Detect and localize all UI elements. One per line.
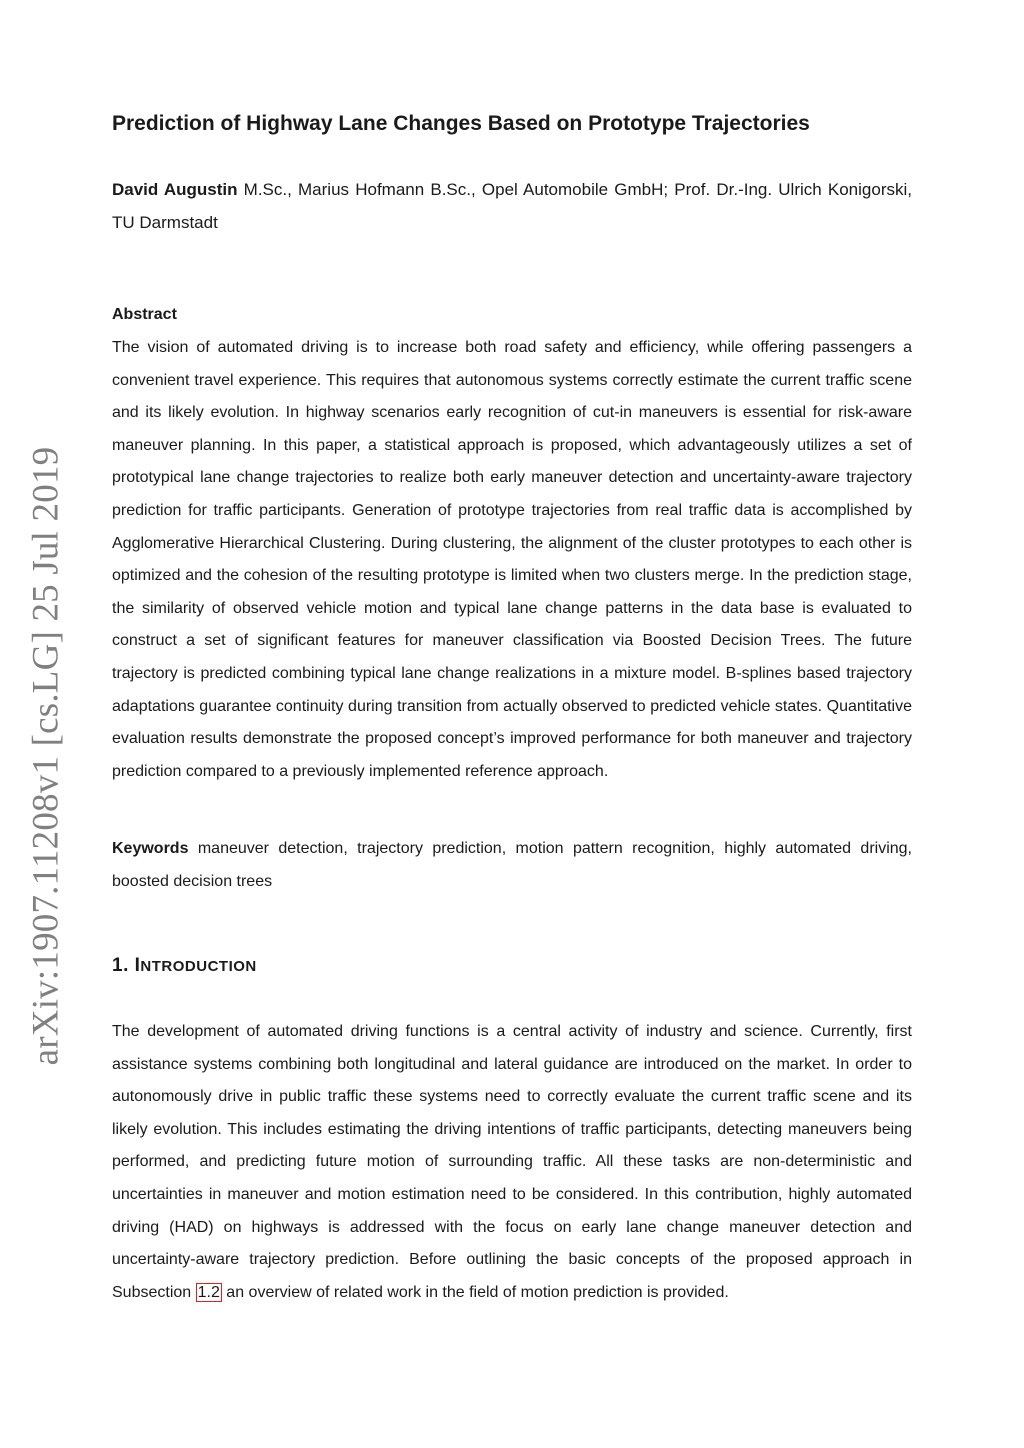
- intro-text-main: The development of automated driving functions is a central activity of industry and science. Currently, first assistance systems combining both longitudinal and lateral guidance are introduced on the market. In order to autonomously drive in public traffic these systems need to correctly evaluate the current traffic scene and its likely evolution. This includes estimating the driving intentions of traffic participants, detecting maneuvers being performed, and predicting future motion of surrounding traffic. All these tasks are non-deterministic and uncertainties in maneuver and motion estimation need to be considered. In this contribution, highly automated driving (HAD) on highways is addressed with the focus on early lane change maneuver detection and uncertainty-aware trajectory prediction. Before outlining the basic concepts of the proposed approach in Subsection: [112, 1023, 912, 1301]
- introduction-text: [112, 1016, 912, 1309]
- intro-text-tail: an overview of related work in the field of motion prediction is provided.: [221, 1283, 729, 1301]
- arxiv-identifier: arXiv:1907.11208v1 [cs.LG] 25 Jul 2019: [25, 446, 67, 1066]
- subsection-reference-link[interactable]: 1.2: [197, 1283, 220, 1301]
- keywords: [112, 833, 912, 898]
- abstract-heading: Abstract: [112, 306, 177, 323]
- section-title-rest: NTRODUCTION: [140, 958, 257, 975]
- lead-author: David Augustin: [112, 180, 238, 199]
- author-affiliations: M.Sc., Marius Hofmann B.Sc., Opel Automobile GmbH; Prof. Dr.-Ing. Ulrich Konigorski, TU Darmstadt: [112, 180, 912, 232]
- section-number: 1.: [112, 955, 129, 976]
- keywords-label: Keywords: [112, 840, 189, 857]
- abstract-text: The vision of automated driving is to increase both road safety and efficiency, while offering passengers a convenient travel experience. This requires that autonomous systems correctly estimate the current traffic scene and its likely evolution. In highway scenarios early recognition of cut-in maneuvers is essential for risk-aware maneuver planning. In this paper, a statistical approach is proposed, which advantageously utilizes a set of prototypical lane change trajectories to realize both early maneuver detection and uncertainty-aware trajectory prediction for traffic participants. Generation of prototype trajectories from real traffic data is accomplished by Agglomerative Hierarchical Clustering. During clustering, the alignment of the cluster prototypes to each other is optimized and the cohesion of the resulting prototype is limited when two clusters merge. In the prediction stage, the similarity of observed vehicle motion and typical lane change patterns in the data base is evaluated to construct a set of significant features for maneuver classification via Boosted Decision Trees. The future trajectory is predicted combining typical lane change realizations in a mixture model. B-splines based trajectory adaptations guarantee continuity during transition from actually observed to predicted vehicle states. Quantitative evaluation results demonstrate the proposed concept’s improved performance for both maneuver and trajectory prediction compared to a previously implemented reference approach.: [112, 339, 912, 780]
- paper-title: Prediction of Highway Lane Changes Based on Prototype Trajectories: [112, 112, 810, 135]
- section-title-initial: I: [134, 955, 141, 976]
- author-list: [112, 173, 912, 239]
- section-heading-introduction: [112, 951, 257, 982]
- keywords-text: maneuver detection, trajectory prediction, motion pattern recognition, highly automated driving, boosted decision trees: [112, 840, 912, 890]
